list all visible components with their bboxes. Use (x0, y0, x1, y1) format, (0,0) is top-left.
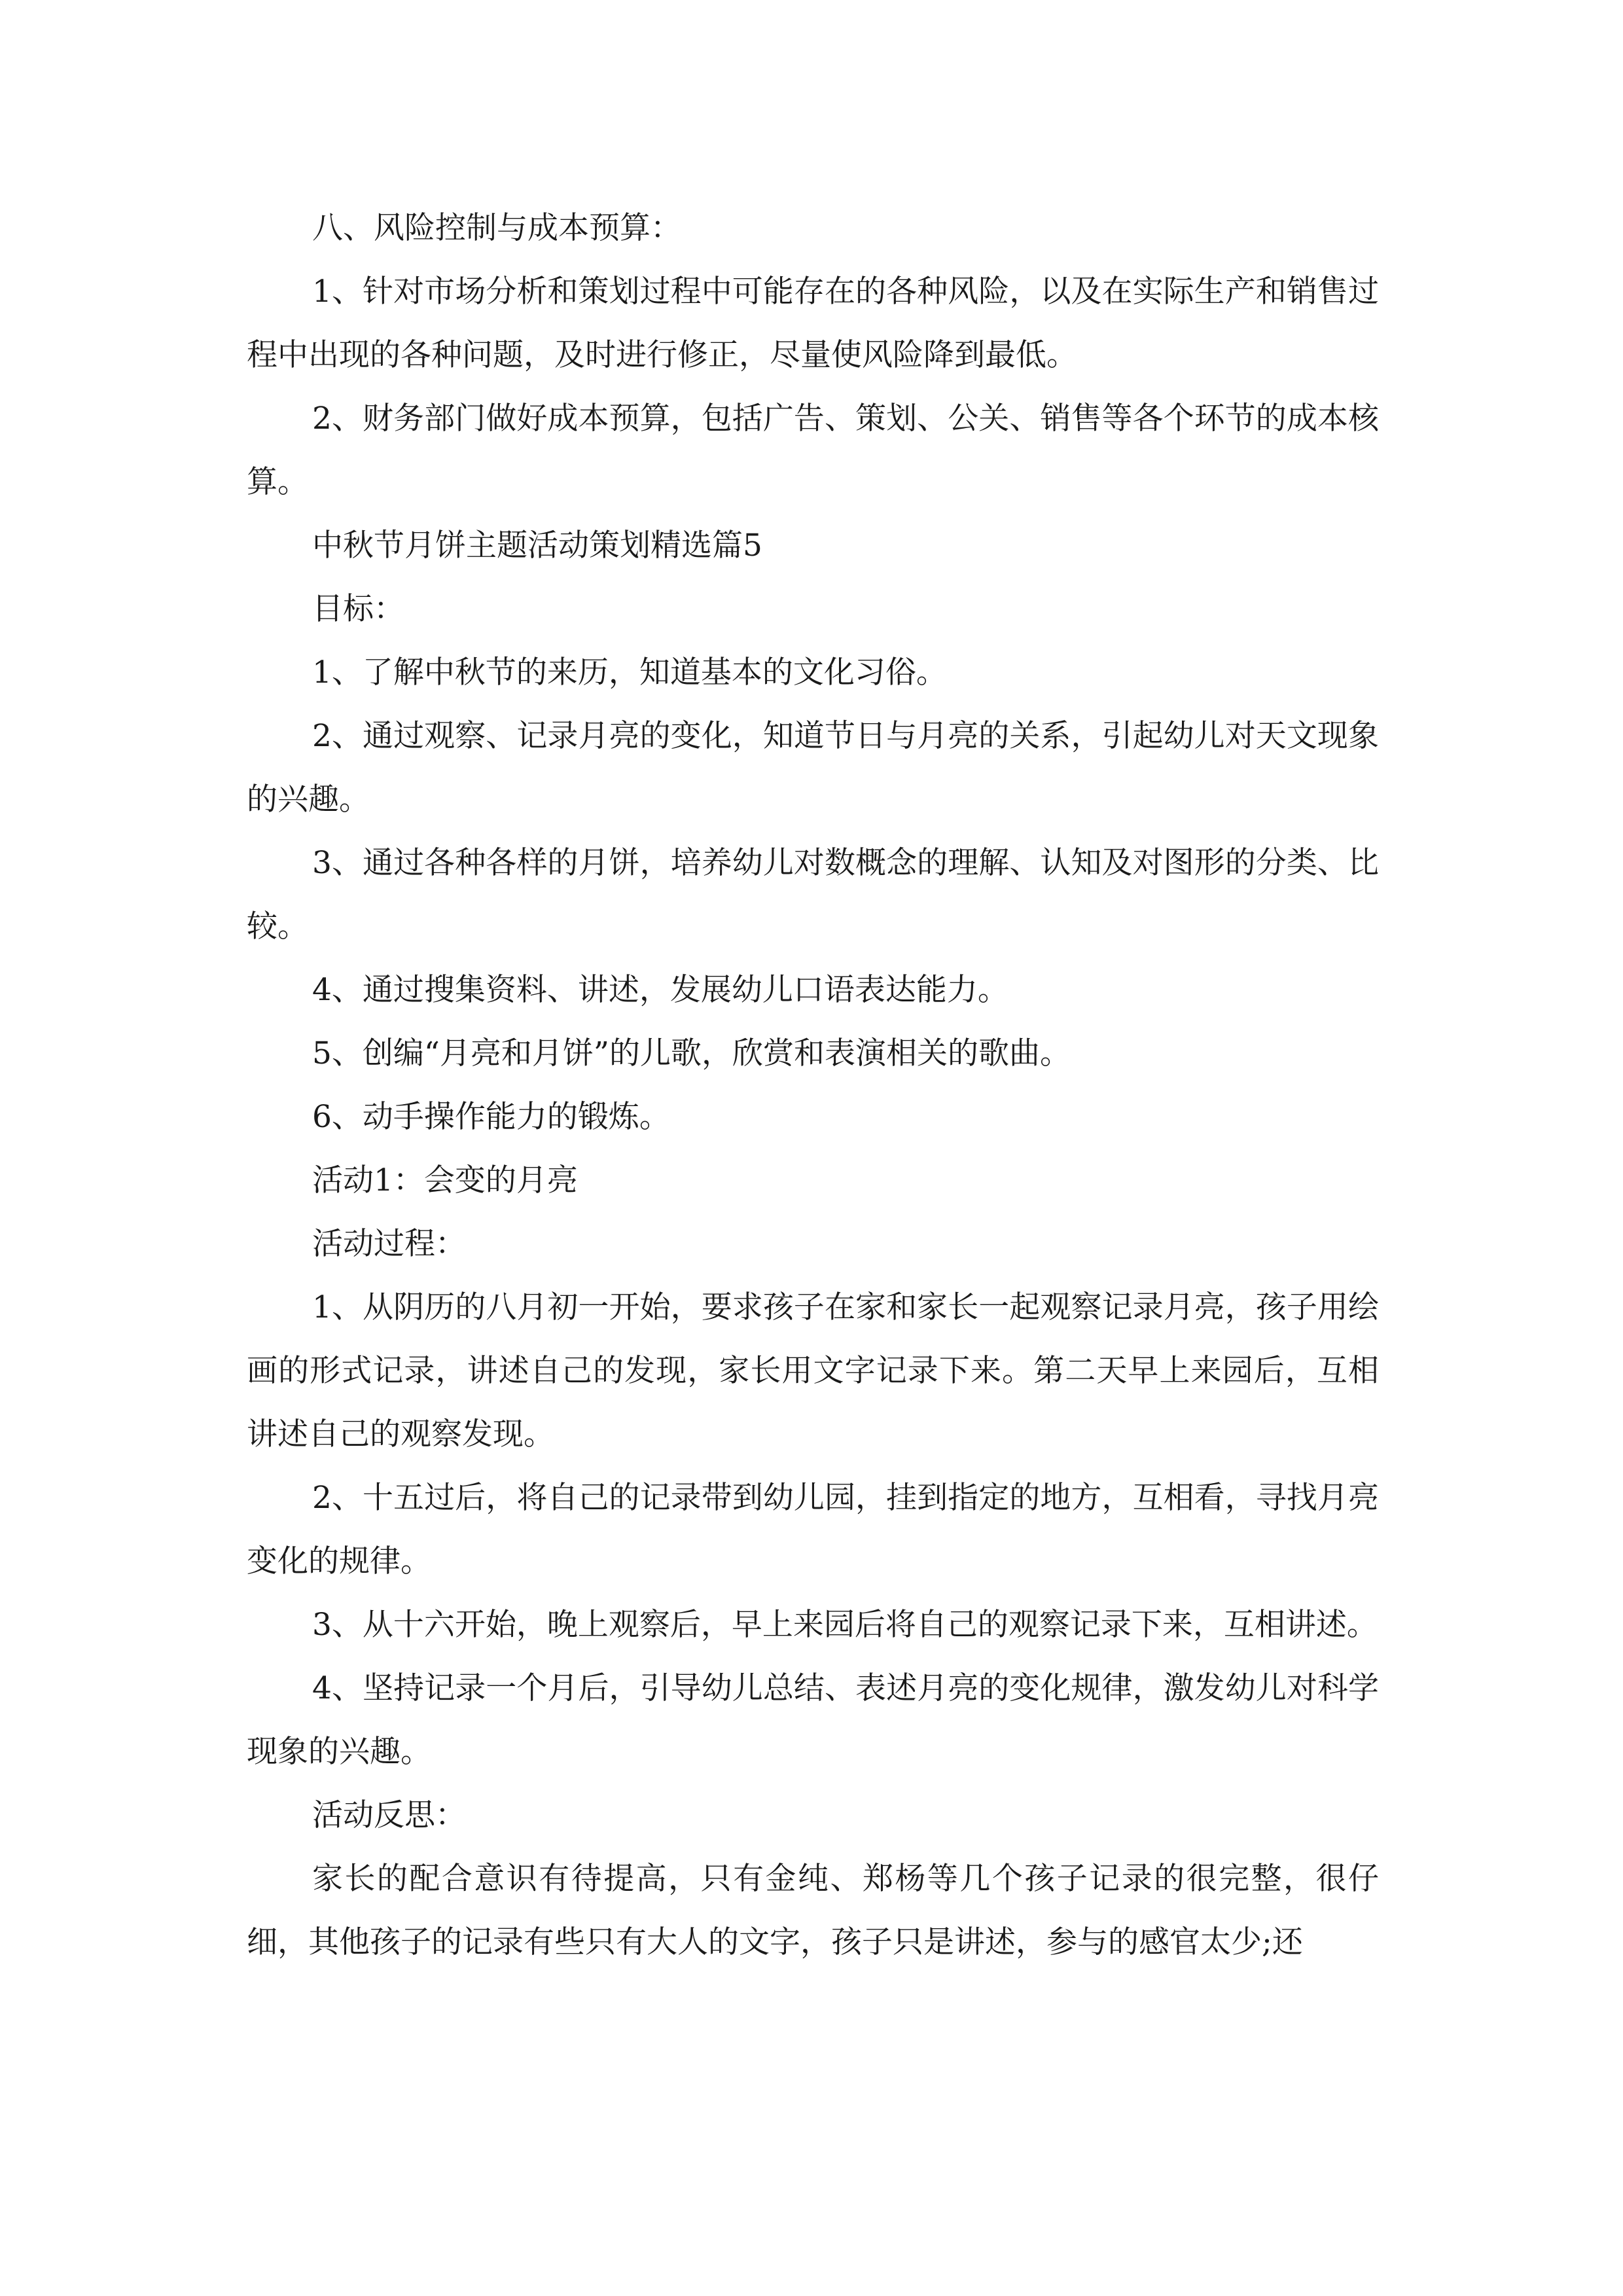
list-item: 4、坚持记录一个月后，引导幼儿总结、表述月亮的变化规律，激发幼儿对科学现象的兴趣。 (247, 1670, 1379, 1770)
list-item: 1、了解中秋节的来历，知道基本的文化习俗。 (312, 655, 947, 691)
list-item: 5、创编“月亮和月饼”的儿歌，欣赏和表演相关的歌曲。 (312, 1035, 1071, 1071)
document-page (247, 196, 1379, 1974)
paragraph: 2、财务部门做好成本预算，包括广告、策划、公关、销售等各个环节的成本核算。 (247, 401, 1379, 500)
list-item: 3、从十六开始，晚上观察后，早上来园后将自己的观察记录下来，互相讲述。 (312, 1607, 1378, 1643)
section-title: 中秋节月饼主题活动策划精选篇5 (312, 528, 762, 564)
paragraph: 家长的配合意识有待提高，只有金纯、郑杨等几个孩子记录的很完整，很仔细，其他孩子的记录有些只有大人的文字，孩子只是讲述，参与的感官太少;还 (247, 1861, 1379, 1960)
subheading-reflection: 活动反思： (312, 1797, 466, 1833)
list-item: 4、通过搜集资料、讲述，发展幼儿口语表达能力。 (312, 972, 1008, 1008)
section-heading-risk: 八、风险控制与成本预算： (312, 210, 681, 246)
paragraph: 1、针对市场分析和策划过程中可能存在的各种风险，以及在实际生产和销售过程中出现的各种问题，及时进行修正，尽量使风险降到最低。 (247, 274, 1379, 373)
list-item: 1、从阴历的八月初一开始，要求孩子在家和家长一起观察记录月亮，孩子用绘画的形式记录，讲述自己的发现，家长用文字记录下来。第二天早上来园后，互相讲述自己的观察发现。 (247, 1289, 1379, 1452)
list-item: 3、通过各种各样的月饼，培养幼儿对数概念的理解、认知及对图形的分类、比较。 (247, 845, 1379, 944)
list-item: 2、通过观察、记录月亮的变化，知道节日与月亮的关系，引起幼儿对天文现象的兴趣。 (247, 718, 1379, 817)
list-item: 2、十五过后，将自己的记录带到幼儿园，挂到指定的地方，互相看，寻找月亮变化的规律。 (247, 1480, 1379, 1579)
list-item: 6、动手操作能力的锻炼。 (312, 1099, 670, 1135)
subheading-process: 活动过程： (312, 1226, 466, 1262)
subheading-goals: 目标： (312, 591, 404, 627)
subheading-activity: 活动1：会变的月亮 (312, 1162, 578, 1198)
